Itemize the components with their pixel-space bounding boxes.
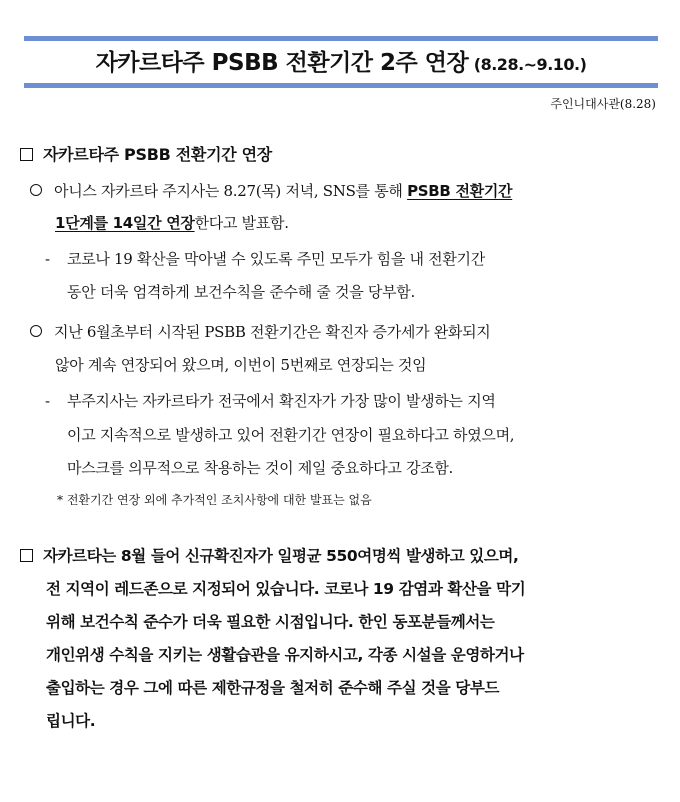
title-top-rule: [24, 36, 658, 41]
title-main: 자카르타주 PSBB 전환기간 2주 연장: [95, 50, 469, 76]
item2-line1-text: 지난 6월초부터 시작된 PSBB 전환기간은 확진자 증가세가 완화되지: [54, 323, 491, 341]
circle-bullet-icon: [30, 325, 42, 337]
item2-note: * 전환기간 연장 외에 추가적인 조치사항에 대한 발표는 없음: [57, 493, 372, 507]
title-dates: (8.28.~9.10.): [473, 55, 587, 74]
item1-line2: [55, 212, 289, 233]
page-title: [24, 44, 658, 77]
dash-bullet: -: [45, 392, 50, 410]
item2-sub-line1-text: 부주지사는 자카르타가 전국에서 확진자가 가장 많이 발생하는 지역: [67, 392, 496, 410]
section2-line5: 출입하는 경우 그에 따른 제한규정을 철저히 준수해 주실 것을 당부드: [46, 679, 500, 697]
item2-sub-line2: 이고 지속적으로 발생하고 있어 전환기간 연장이 필요하다고 하였으며,: [67, 426, 515, 444]
section2-line2: 전 지역이 레드존으로 지정되어 있습니다. 코로나 19 감염과 확산을 막기: [46, 580, 526, 598]
section1-heading-text: 자카르타주 PSBB 전환기간 연장: [43, 145, 272, 164]
item2-line1: [30, 321, 491, 342]
section2-line6: 립니다.: [46, 712, 96, 730]
item1-line1: [30, 180, 512, 201]
section2-line1-text: 자카르타는 8월 들어 신규확진자가 일평균 550여명씩 발생하고 있으며,: [43, 547, 519, 565]
item1-sub-line1-text: 코로나 19 확산을 막아낼 수 있도록 주민 모두가 힘을 내 전환기간: [67, 250, 485, 268]
section1-heading: [20, 142, 272, 165]
source-line: 주인니대사관(8.28): [550, 97, 656, 111]
square-bullet-icon: [20, 148, 33, 161]
item2-line2: 않아 계속 연장되어 왔으며, 이번이 5번째로 연장되는 것임: [55, 356, 427, 374]
title-bottom-rule: [24, 83, 658, 88]
item1-line1-emphasis: PSBB 전환기간: [407, 182, 513, 200]
section2-line3: 위해 보건수칙 준수가 더욱 필요한 시점입니다. 한인 동포분들께서는: [46, 613, 495, 631]
section2-line1: [20, 544, 518, 566]
square-bullet-icon: [20, 549, 33, 562]
item1-sub-line2: 동안 더욱 엄격하게 보건수칙을 준수해 줄 것을 당부함.: [67, 283, 415, 301]
item2-sub-line3: 마스크를 의무적으로 착용하는 것이 제일 중요하다고 강조함.: [67, 459, 454, 477]
circle-bullet-icon: [30, 184, 42, 196]
item2-sub-line1: [45, 390, 496, 411]
item1-sub-line1: [45, 248, 485, 269]
item1-line2-post: 한다고 발표함.: [194, 214, 289, 232]
item1-line2-emphasis: 1단계를 14일간 연장: [55, 214, 195, 232]
item1-line1-pre: 아니스 자카르타 주지사는 8.27(목) 저녁, SNS를 통해: [54, 182, 408, 200]
dash-bullet: -: [45, 250, 50, 268]
section2-line4: 개인위생 수칙을 지키는 생활습관을 유지하시고, 각종 시설을 운영하거나: [46, 646, 524, 664]
